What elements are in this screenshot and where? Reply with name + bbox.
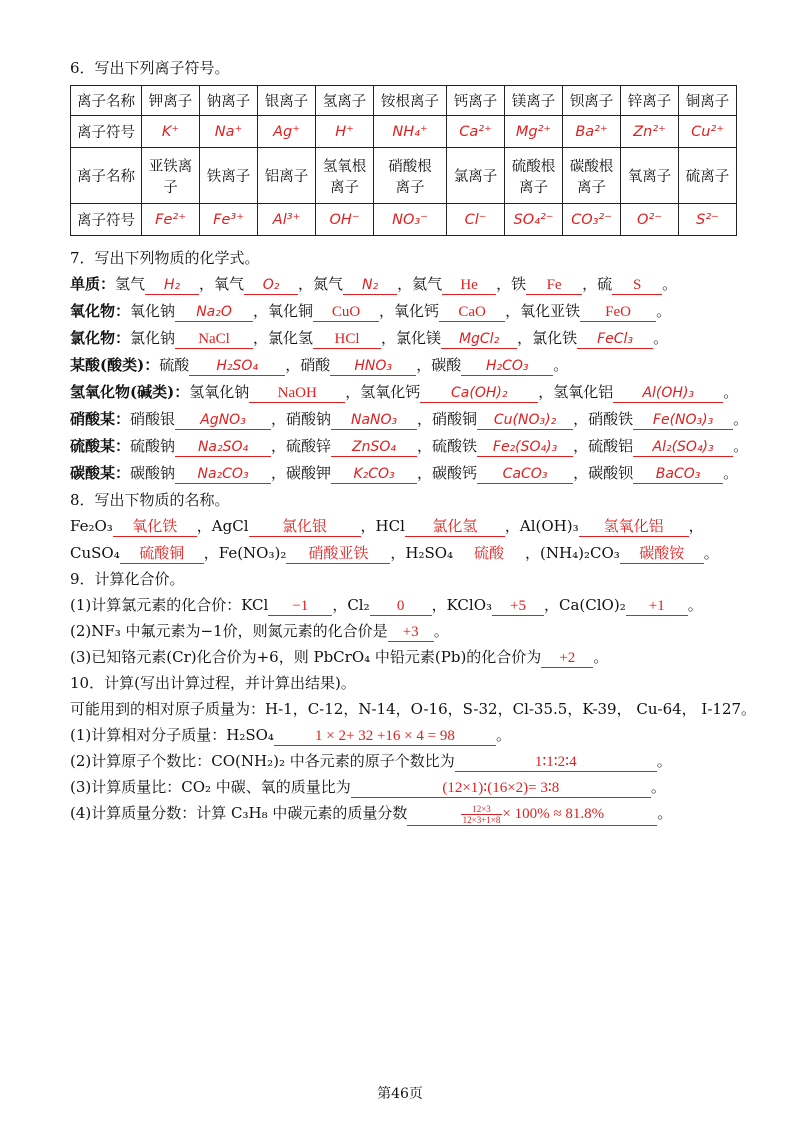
table-cell: 亚铁离子 bbox=[142, 148, 200, 204]
q7-line-carbonates bbox=[70, 462, 738, 484]
prompt-text: ，碳酸钙 bbox=[417, 464, 478, 482]
prompt-text: ，氧化钙 bbox=[379, 302, 440, 320]
q10-line-4 bbox=[70, 800, 672, 826]
ion-table bbox=[70, 85, 737, 236]
table-cell: Al³⁺ bbox=[258, 204, 316, 236]
table-cell: Ag⁺ bbox=[258, 116, 316, 148]
prompt-text: 氢气 bbox=[115, 275, 146, 293]
prompt-text: (3)计算质量比：CO₂ 中碳、氧的质量比为 bbox=[70, 778, 351, 796]
page-number: 第46页 bbox=[377, 1086, 423, 1102]
line-end: 。 bbox=[653, 329, 669, 347]
answer-blank: Fe(NO₃)₃ bbox=[633, 411, 733, 430]
answer-blank: Fe bbox=[526, 276, 582, 295]
prompt-text: ，氧化亚铁 bbox=[505, 302, 581, 320]
table-cell: 铜离子 bbox=[679, 86, 737, 116]
answer-blank: AgNO₃ bbox=[175, 411, 271, 430]
answer-blank: FeO bbox=[580, 303, 656, 322]
answer-blank: Cu(NO₃)₂ bbox=[477, 411, 573, 430]
answer-blank: 氢氧化铝 bbox=[579, 518, 689, 537]
line-end: 。 bbox=[553, 356, 569, 374]
table-cell: 银离子 bbox=[258, 86, 316, 116]
answer-blank: CuO bbox=[313, 303, 379, 322]
answer-blank: O₂ bbox=[244, 276, 298, 295]
prompt-text: (4)计算质量分数：计算 C₃H₈ 中碳元素的质量分数 bbox=[70, 804, 408, 822]
prompt-text: ，硫酸锌 bbox=[271, 437, 332, 455]
prompt-text: 氧化钠 bbox=[130, 302, 176, 320]
line-end: 。 bbox=[733, 437, 749, 455]
line-end: 。 bbox=[650, 778, 666, 796]
answer-blank: 氯化氢 bbox=[405, 518, 505, 537]
prompt-text: (2)计算原子个数比：CO(NH₂)₂ 中各元素的原子个数比为 bbox=[70, 752, 455, 770]
category-label: 碳酸某： bbox=[70, 464, 131, 482]
answer-blank: 氯化银 bbox=[249, 518, 361, 537]
table-row bbox=[71, 148, 737, 204]
fraction bbox=[461, 804, 503, 825]
table-cell: Zn²⁺ bbox=[621, 116, 679, 148]
table-cell: H⁺ bbox=[316, 116, 374, 148]
prompt-text: ，硫酸铝 bbox=[573, 437, 634, 455]
table-cell: 碳酸根离子 bbox=[563, 148, 621, 204]
table-cell: 硝酸根离子 bbox=[374, 148, 447, 204]
q10-line-1 bbox=[70, 724, 511, 746]
line-end: ， bbox=[688, 517, 704, 535]
prompt-text: ，Cl₂ bbox=[332, 596, 370, 614]
answer-blank: Na₂O bbox=[175, 303, 253, 322]
answer-blank: N₂ bbox=[343, 276, 397, 295]
prompt-text: ，碳酸钡 bbox=[573, 464, 634, 482]
fraction-denominator: 12×3+1×8 bbox=[462, 815, 501, 826]
answer-blank: −1 bbox=[268, 597, 332, 616]
line-end: 。 bbox=[657, 804, 673, 822]
answer-blank: CaO bbox=[439, 303, 505, 322]
prompt-text: ，硫 bbox=[582, 275, 613, 293]
prompt-text: Fe₂O₃ bbox=[70, 517, 113, 535]
table-cell: Cl⁻ bbox=[447, 204, 505, 236]
answer-blank: 1∶1∶2∶4 bbox=[455, 753, 657, 772]
category-label: 单质： bbox=[70, 275, 116, 293]
atomic-masses: 可能用到的相对原子质量为：H-1，C-12，N-14，O-16，S-32，Cl-35.5，K-39， Cu-64， I-127。 bbox=[70, 700, 757, 718]
q10-title: 10．计算(写出计算过程，并计算出结果)。 bbox=[70, 674, 356, 692]
answer-blank: Al(OH)₃ bbox=[613, 384, 723, 403]
answer-blank: FeCl₃ bbox=[577, 330, 653, 349]
row-label: 离子符号 bbox=[71, 204, 142, 236]
table-cell: CO₃²⁻ bbox=[563, 204, 621, 236]
q8-line-2 bbox=[70, 542, 719, 564]
prompt-text: 氯化钠 bbox=[130, 329, 176, 347]
prompt-text: 氢氧化钠 bbox=[189, 383, 250, 401]
prompt-text: ，氧气 bbox=[199, 275, 245, 293]
line-end: 。 bbox=[703, 544, 719, 562]
line-end: 。 bbox=[723, 383, 739, 401]
table-cell: 硫离子 bbox=[679, 148, 737, 204]
table-cell: Na⁺ bbox=[200, 116, 258, 148]
line-end: 。 bbox=[593, 648, 609, 666]
answer-blank: 碳酸铵 bbox=[620, 545, 704, 564]
table-cell: NO₃⁻ bbox=[374, 204, 447, 236]
answer-blank: +3 bbox=[388, 623, 434, 642]
category-label: 氯化物： bbox=[70, 329, 131, 347]
q7-line-bases bbox=[70, 381, 738, 403]
answer-blank: Na₂SO₄ bbox=[175, 438, 271, 457]
prompt-text: 硝酸银 bbox=[130, 410, 176, 428]
category-label: 氧化物： bbox=[70, 302, 131, 320]
table-cell: S²⁻ bbox=[679, 204, 737, 236]
table-cell: SO₄²⁻ bbox=[505, 204, 563, 236]
table-cell: 钠离子 bbox=[200, 86, 258, 116]
table-row bbox=[71, 116, 737, 148]
answer-blank: HNO₃ bbox=[330, 357, 416, 376]
answer-blank: H₂ bbox=[145, 276, 199, 295]
answer-blank: Ca(OH)₂ bbox=[420, 384, 538, 403]
prompt-text: ，硝酸铁 bbox=[573, 410, 634, 428]
answer-blank bbox=[407, 803, 657, 826]
table-cell: 镁离子 bbox=[505, 86, 563, 116]
table-cell: OH⁻ bbox=[316, 204, 374, 236]
prompt-text: ，HCl bbox=[360, 517, 405, 535]
answer-blank: Al₂(SO₄)₃ bbox=[633, 438, 733, 457]
answer-blank: K₂CO₃ bbox=[331, 465, 417, 484]
prompt-text: (2)NF₃ 中氟元素为−1价，则氮元素的化合价是 bbox=[70, 622, 388, 640]
answer-blank: 氧化铁 bbox=[113, 518, 197, 537]
q7-line-chlorides bbox=[70, 327, 668, 349]
table-cell: 氢离子 bbox=[316, 86, 374, 116]
table-cell: 铁离子 bbox=[200, 148, 258, 204]
prompt-text: 碳酸钠 bbox=[130, 464, 176, 482]
prompt-text: ，Al(OH)₃ bbox=[504, 517, 579, 535]
table-cell: 氯离子 bbox=[447, 148, 505, 204]
table-cell: 铵根离子 bbox=[374, 86, 447, 116]
answer-blank: 硫酸 bbox=[474, 546, 505, 562]
prompt-text: ，H₂SO₄ bbox=[390, 544, 454, 562]
prompt-text: ，氮气 bbox=[298, 275, 344, 293]
answer-blank: NaNO₃ bbox=[331, 411, 417, 430]
answer-rest: × 100% ≈ 81.8% bbox=[502, 806, 605, 822]
q8-line-1 bbox=[70, 515, 704, 537]
table-cell: Mg²⁺ bbox=[505, 116, 563, 148]
prompt-text: ，碳酸 bbox=[416, 356, 462, 374]
answer-blank: +2 bbox=[541, 649, 593, 668]
prompt-text: ，硝酸 bbox=[285, 356, 331, 374]
q7-title: 7．写出下列物质的化学式。 bbox=[70, 249, 260, 267]
prompt-text: ，硝酸铜 bbox=[417, 410, 478, 428]
answer-blank: MgCl₂ bbox=[441, 330, 517, 349]
answer-blank: 硝酸亚铁 bbox=[286, 545, 390, 564]
answer-blank: BaCO₃ bbox=[633, 465, 723, 484]
prompt-text: ，铁 bbox=[496, 275, 527, 293]
q9-line-1 bbox=[70, 594, 703, 616]
prompt-text: ，硝酸钠 bbox=[271, 410, 332, 428]
answer-blank: +5 bbox=[492, 597, 544, 616]
row-label: 离子名称 bbox=[71, 86, 142, 116]
line-end: 。 bbox=[723, 464, 739, 482]
prompt-text: ，氯化氢 bbox=[253, 329, 314, 347]
line-end: 。 bbox=[656, 302, 672, 320]
table-cell: K⁺ bbox=[142, 116, 200, 148]
line-end: 。 bbox=[662, 275, 678, 293]
prompt-text: (3)已知铬元素(Cr)化合价为+6，则 PbCrO₄ 中铅元素(Pb)的化合价为 bbox=[70, 648, 542, 666]
table-cell: 硫酸根离子 bbox=[505, 148, 563, 204]
q10-line-3 bbox=[70, 776, 666, 798]
prompt-text: ，Ca(ClO)₂ bbox=[544, 596, 626, 614]
answer-blank: 0 bbox=[370, 597, 432, 616]
answer-blank: +1 bbox=[626, 597, 688, 616]
table-cell: 氧离子 bbox=[621, 148, 679, 204]
prompt-text: ，KClO₃ bbox=[431, 596, 493, 614]
answer-blank: Na₂CO₃ bbox=[175, 465, 271, 484]
table-cell: Fe³⁺ bbox=[200, 204, 258, 236]
q6-title: 6．写出下列离子符号。 bbox=[70, 59, 230, 77]
table-cell: Ca²⁺ bbox=[447, 116, 505, 148]
answer-blank: NaCl bbox=[175, 330, 253, 349]
category-label: 某酸(酸类)： bbox=[70, 356, 160, 374]
table-cell: Fe²⁺ bbox=[142, 204, 200, 236]
prompt-text: (1)计算氯元素的化合价：KCl bbox=[70, 596, 269, 614]
prompt-text: ，Fe(NO₃)₂ bbox=[203, 544, 287, 562]
q9-title: 9．计算化合价。 bbox=[70, 570, 185, 588]
prompt-text: CuSO₄ bbox=[70, 544, 120, 562]
answer-blank: Fe₂(SO₄)₃ bbox=[477, 438, 573, 457]
answer-blank: ZnSO₄ bbox=[331, 438, 417, 457]
prompt-text: ，氧化铜 bbox=[253, 302, 314, 320]
prompt-text: 硫酸钠 bbox=[130, 437, 176, 455]
q8-title: 8．写出下物质的名称。 bbox=[70, 491, 230, 509]
fraction-numerator: 12×3 bbox=[461, 804, 503, 815]
prompt-text: ，氯化镁 bbox=[381, 329, 442, 347]
q7-line-oxides bbox=[70, 300, 671, 322]
q9-line-2 bbox=[70, 620, 449, 642]
prompt-text: ，AgCl bbox=[196, 517, 249, 535]
answer-blank: CaCO₃ bbox=[477, 465, 573, 484]
q7-line-acids bbox=[70, 354, 568, 376]
table-cell: Ba²⁺ bbox=[563, 116, 621, 148]
table-cell: 锌离子 bbox=[621, 86, 679, 116]
row-label: 离子名称 bbox=[71, 148, 142, 204]
line-end: 。 bbox=[433, 622, 449, 640]
table-cell: 氢氧根离子 bbox=[316, 148, 374, 204]
prompt-text: ，碳酸钾 bbox=[271, 464, 332, 482]
table-cell: Cu²⁺ bbox=[679, 116, 737, 148]
table-cell: 钡离子 bbox=[563, 86, 621, 116]
table-cell: 铝离子 bbox=[258, 148, 316, 204]
prompt-text: ，(NH₄)₂CO₃ bbox=[525, 544, 620, 562]
answer-blank: H₂CO₃ bbox=[461, 357, 553, 376]
answer-blank: 硫酸铜 bbox=[120, 545, 204, 564]
category-label: 硝酸某： bbox=[70, 410, 131, 428]
answer-blank: (12×1)∶(16×2)= 3∶8 bbox=[351, 779, 651, 798]
category-label: 硫酸某： bbox=[70, 437, 131, 455]
q7-line-elements bbox=[70, 273, 677, 295]
table-row bbox=[71, 86, 737, 116]
table-row bbox=[71, 204, 737, 236]
prompt-text: 硫酸 bbox=[159, 356, 190, 374]
q10-line-2 bbox=[70, 750, 672, 772]
line-end: 。 bbox=[656, 752, 672, 770]
answer-blank: 1 × 2+ 32 +16 × 4 = 98 bbox=[274, 727, 496, 746]
q7-line-nitrates bbox=[70, 408, 748, 430]
answer-blank: HCl bbox=[313, 330, 381, 349]
q7-line-sulfates bbox=[70, 435, 748, 457]
table-cell: O²⁻ bbox=[621, 204, 679, 236]
table-cell: NH₄⁺ bbox=[374, 116, 447, 148]
row-label: 离子符号 bbox=[71, 116, 142, 148]
prompt-text: ，氦气 bbox=[397, 275, 443, 293]
prompt-text: ，氢氧化铝 bbox=[538, 383, 614, 401]
line-end: 。 bbox=[495, 726, 511, 744]
table-cell: 钙离子 bbox=[447, 86, 505, 116]
answer-blank: He bbox=[442, 276, 496, 295]
line-end: 。 bbox=[733, 410, 749, 428]
answer-blank: H₂SO₄ bbox=[189, 357, 285, 376]
prompt-text: ，氯化铁 bbox=[517, 329, 578, 347]
category-label: 氢氧化物(碱类)： bbox=[70, 383, 190, 401]
q9-line-3 bbox=[70, 646, 608, 668]
table-cell: 钾离子 bbox=[142, 86, 200, 116]
prompt-text: (1)计算相对分子质量：H₂SO₄ bbox=[70, 726, 274, 744]
answer-blank: NaOH bbox=[249, 384, 345, 403]
answer-blank: S bbox=[612, 276, 662, 295]
prompt-text: ，硫酸铁 bbox=[417, 437, 478, 455]
line-end: 。 bbox=[687, 596, 703, 614]
prompt-text: ，氢氧化钙 bbox=[345, 383, 421, 401]
